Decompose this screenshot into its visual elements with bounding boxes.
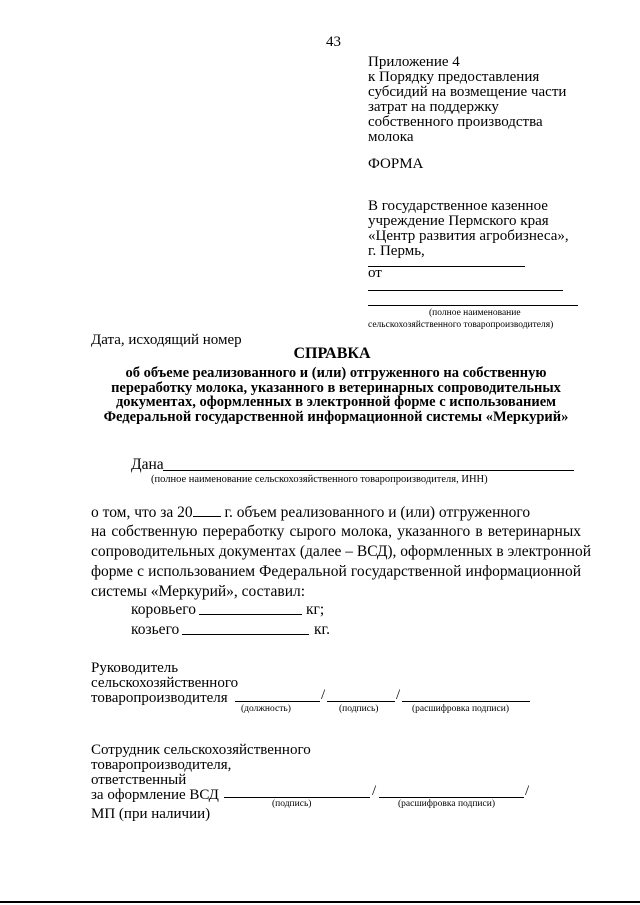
- slash-separator: /: [372, 783, 377, 799]
- document-subtitle: [91, 366, 581, 424]
- subtitle-line: переработку молока, указанного в ветеринарных сопроводительных: [111, 379, 561, 396]
- head-signature-line: товаропроизводителя: [91, 690, 228, 706]
- addressee-line: «Центр развития агробизнеса»,: [368, 228, 569, 244]
- addressee-blank-line: [368, 266, 525, 267]
- year-blank: [193, 503, 221, 517]
- body-line: форме с использованием Федеральной государственной информационной: [91, 563, 581, 580]
- employee-signature-block: [91, 743, 311, 803]
- head-signature-line: сельскохозяйственного: [91, 675, 239, 691]
- appendix-line: затрат на поддержку: [368, 99, 499, 115]
- date-number-label: Дата, исходящий номер: [91, 332, 242, 348]
- head-caption-position: (должность): [241, 704, 291, 714]
- body-line: на собственную переработку сырого молока, указанного в ветеринарных: [91, 523, 581, 540]
- document-title: СПРАВКА: [293, 345, 371, 362]
- employee-signature-line: товаропроизводителя,: [91, 757, 232, 773]
- employee-signature-line: за оформление ВСД: [91, 787, 219, 803]
- appendix-line: к Порядку предоставления: [368, 69, 540, 85]
- appendix-line: молока: [368, 129, 414, 145]
- employee-signature-line: ответственный: [91, 772, 187, 788]
- head-signature-line: Руководитель: [91, 660, 179, 676]
- head-position-blank: [235, 701, 320, 702]
- body-line: сопроводительных документах (далее – ВСД), оформленных в электронной: [91, 543, 592, 560]
- issued-caption: (полное наименование сельскохозяйственного товаропроизводителя, ИНН): [151, 474, 488, 485]
- issued-blank-line: [163, 470, 574, 471]
- employee-caption-decoding: (расшифровка подписи): [398, 799, 495, 809]
- issued-label: Дана: [131, 456, 164, 473]
- goat-milk-unit: кг.: [314, 621, 331, 638]
- body-text: г. объем реализованного и (или) отгруженного: [224, 504, 531, 521]
- employee-signature-blank: [224, 797, 370, 798]
- from-caption: (полное наименование: [429, 308, 521, 318]
- head-caption-signature: (подпись): [339, 704, 379, 714]
- addressee-line: г. Пермь,: [368, 243, 425, 259]
- slash-separator: /: [525, 783, 530, 799]
- subtitle-line: Федеральной государственной информационной системы «Меркурий»: [103, 408, 569, 425]
- body-line: системы «Меркурий», составил:: [91, 583, 306, 600]
- page-bottom-rule: [0, 901, 640, 903]
- employee-signature-line: Сотрудник сельскохозяйственного: [91, 742, 311, 758]
- page-number: 43: [326, 34, 341, 50]
- head-decoding-blank: [402, 701, 530, 702]
- employee-caption-signature: (подпись): [272, 799, 312, 809]
- appendix-block: [368, 55, 566, 145]
- cow-milk-unit: кг;: [306, 601, 325, 618]
- head-signature-block: [91, 661, 238, 706]
- appendix-line: субсидий на возмещение части: [368, 84, 567, 100]
- employee-decoding-blank: [379, 797, 524, 798]
- head-caption-decoding: (расшифровка подписи): [412, 704, 509, 714]
- subtitle-line: документах, оформленных в электронной форме с использованием: [115, 394, 557, 410]
- appendix-line: собственного производства: [368, 114, 543, 130]
- from-blank-line: [368, 290, 563, 291]
- from-label: от: [368, 265, 382, 281]
- slash-separator: /: [321, 687, 326, 703]
- from-blank-line: [368, 305, 578, 306]
- addressee-line: учреждение Пермского края: [368, 213, 549, 229]
- head-signature-blank: [327, 701, 395, 702]
- addressee-line: В государственное казенное: [368, 198, 548, 214]
- body-line: [91, 503, 581, 521]
- cow-milk-blank: [199, 614, 302, 615]
- cow-milk-label: коровьего: [131, 601, 196, 618]
- goat-milk-label: козьего: [131, 621, 180, 638]
- from-caption: сельскохозяйственного товаропроизводителя): [368, 320, 554, 330]
- addressee-block: [368, 199, 569, 259]
- stamp-label: МП (при наличии): [91, 806, 211, 822]
- body-text: о том, что за 20: [91, 504, 193, 521]
- form-label: ФОРМА: [368, 156, 424, 172]
- subtitle-line: об объеме реализованного и (или) отгруженного на собственную: [125, 365, 547, 381]
- slash-separator: /: [396, 687, 401, 703]
- goat-milk-blank: [182, 634, 309, 635]
- appendix-line: Приложение 4: [368, 54, 460, 70]
